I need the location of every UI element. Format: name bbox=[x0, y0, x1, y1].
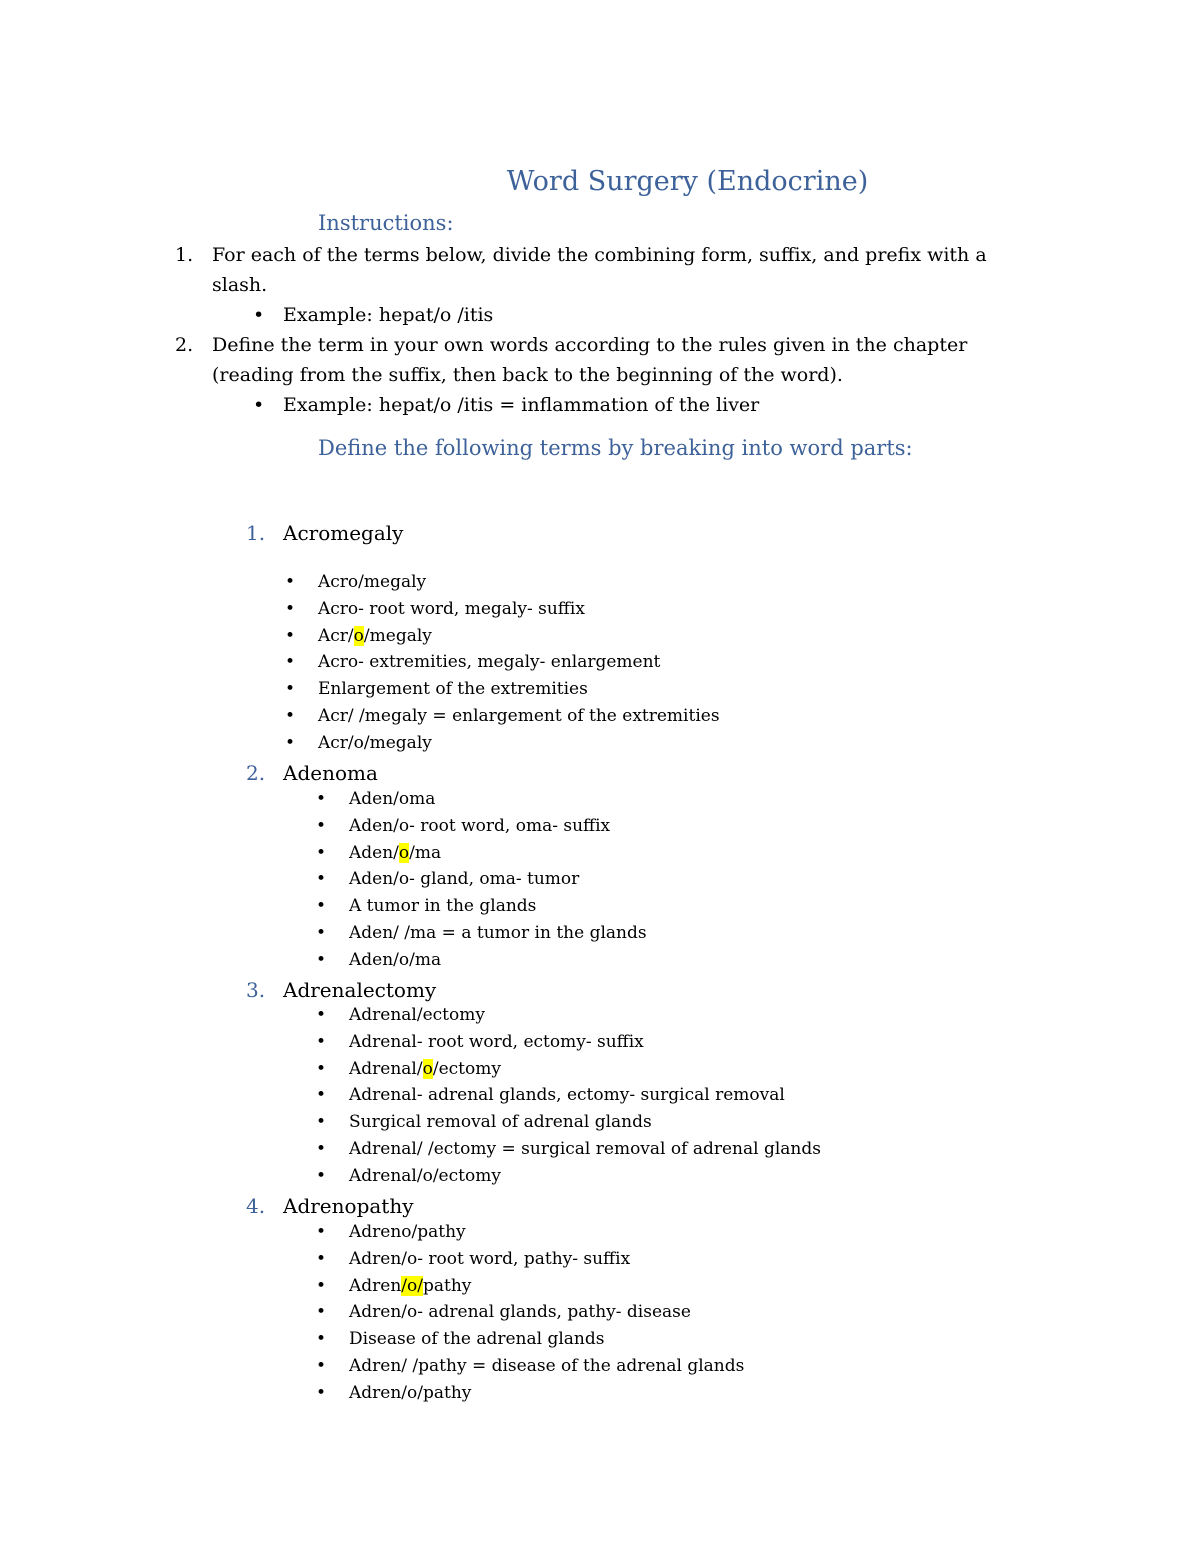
bullet-icon: • bbox=[285, 626, 296, 646]
term-name: Adenoma bbox=[283, 761, 378, 785]
term-number: 1. bbox=[246, 521, 266, 545]
bullet-text bbox=[318, 626, 432, 646]
instructions-list bbox=[175, 240, 1035, 420]
highlighted-text: o bbox=[353, 626, 364, 646]
bullet-icon: • bbox=[285, 572, 296, 592]
bullet-text: Aden/ /ma = a tumor in the glands bbox=[349, 923, 647, 943]
bullet-icon: • bbox=[316, 1276, 327, 1296]
bullet-icon: • bbox=[316, 1085, 327, 1105]
bullet-text: Disease of the adrenal glands bbox=[349, 1329, 605, 1349]
bullet-text: Aden/o/ma bbox=[349, 950, 442, 970]
bullet-icon: • bbox=[285, 599, 296, 619]
instruction-example bbox=[175, 300, 1035, 330]
bullet-icon: • bbox=[316, 843, 327, 863]
bullet-text bbox=[349, 1276, 471, 1296]
bullet-icon: • bbox=[285, 679, 296, 699]
text-after-highlight: /ma bbox=[409, 843, 442, 863]
term-number: 4. bbox=[246, 1194, 266, 1218]
bullet-icon: • bbox=[316, 1249, 327, 1269]
bullet-icon: • bbox=[316, 1059, 327, 1079]
bullet-text: Adren/o/pathy bbox=[349, 1383, 472, 1403]
text-after-highlight: /megaly bbox=[363, 626, 432, 646]
bullet-icon: • bbox=[285, 652, 296, 672]
highlighted-text: o bbox=[398, 843, 410, 863]
bullet-icon: • bbox=[316, 869, 327, 889]
bullet-icon: • bbox=[316, 1356, 327, 1376]
instruction-number: 1. bbox=[175, 244, 194, 266]
bullet-text bbox=[349, 843, 441, 863]
text-after-highlight: pathy bbox=[423, 1276, 472, 1296]
bullet-text: Enlargement of the extremities bbox=[318, 679, 588, 699]
instruction-item bbox=[175, 240, 1035, 300]
term-name: Acromegaly bbox=[283, 521, 404, 545]
instructions-heading: Instructions: bbox=[318, 211, 454, 235]
bullet-text: Aden/oma bbox=[349, 789, 436, 809]
instruction-example-text: Example: hepat/o /itis bbox=[283, 304, 494, 326]
bullet-icon: • bbox=[316, 816, 327, 836]
bullet-text: A tumor in the glands bbox=[349, 896, 537, 916]
bullet-icon: • bbox=[316, 1112, 327, 1132]
instruction-text: Define the term in your own words according to the rules given in the chapter (reading from the suffix, then back to the beginning of the word). bbox=[212, 334, 968, 386]
bullet-text: Acro/megaly bbox=[318, 572, 427, 592]
bullet-text: Adren/ /pathy = disease of the adrenal glands bbox=[349, 1356, 745, 1376]
bullet-icon: • bbox=[253, 394, 265, 416]
bullet-text: Acro- extremities, megaly- enlargement bbox=[318, 652, 661, 672]
bullet-text: Acr/o/megaly bbox=[318, 733, 432, 753]
bullet-text: Adren/o- root word, pathy- suffix bbox=[349, 1249, 631, 1269]
text-before-highlight: Adrenal/ bbox=[349, 1059, 423, 1079]
text-after-highlight: /ectomy bbox=[432, 1059, 501, 1079]
bullet-text: Adren/o- adrenal glands, pathy- disease bbox=[349, 1302, 691, 1322]
document-title: Word Surgery (Endocrine) bbox=[506, 166, 869, 197]
bullet-text: Surgical removal of adrenal glands bbox=[349, 1112, 652, 1132]
instruction-item bbox=[175, 330, 1035, 390]
bullet-text: Adrenal/o/ectomy bbox=[349, 1166, 501, 1186]
term-number: 3. bbox=[246, 978, 266, 1002]
bullet-icon: • bbox=[316, 1005, 327, 1025]
bullet-icon: • bbox=[316, 789, 327, 809]
bullet-text: Adrenal- root word, ectomy- suffix bbox=[349, 1032, 644, 1052]
bullet-text: Adreno/pathy bbox=[349, 1222, 466, 1242]
bullet-text: Adrenal/ /ectomy = surgical removal of adrenal glands bbox=[349, 1139, 821, 1159]
bullet-icon: • bbox=[316, 1329, 327, 1349]
bullet-icon: • bbox=[316, 1032, 327, 1052]
instruction-example bbox=[175, 390, 1035, 420]
bullet-icon: • bbox=[316, 1302, 327, 1322]
bullet-icon: • bbox=[316, 1222, 327, 1242]
bullet-icon: • bbox=[316, 1139, 327, 1159]
bullet-icon: • bbox=[285, 706, 296, 726]
instruction-text: For each of the terms below, divide the combining form, suffix, and prefix with a slash. bbox=[212, 244, 987, 296]
bullet-text: Aden/o- root word, oma- suffix bbox=[349, 816, 611, 836]
bullet-icon: • bbox=[316, 923, 327, 943]
bullet-icon: • bbox=[316, 950, 327, 970]
bullet-icon: • bbox=[316, 896, 327, 916]
bullet-icon: • bbox=[285, 733, 296, 753]
bullet-icon: • bbox=[253, 304, 265, 326]
highlighted-text: o bbox=[422, 1059, 433, 1079]
term-name: Adrenalectomy bbox=[283, 978, 437, 1002]
term-name: Adrenopathy bbox=[283, 1194, 414, 1218]
text-before-highlight: Aden/ bbox=[349, 843, 399, 863]
bullet-text: Acro- root word, megaly- suffix bbox=[318, 599, 585, 619]
text-before-highlight: Acr/ bbox=[318, 626, 354, 646]
term-number: 2. bbox=[246, 761, 266, 785]
bullet-text: Adrenal/ectomy bbox=[349, 1005, 485, 1025]
bullet-text: Adrenal- adrenal glands, ectomy- surgical removal bbox=[349, 1085, 785, 1105]
bullet-text: Aden/o- gland, oma- tumor bbox=[349, 869, 580, 889]
define-heading: Define the following terms by breaking into word parts: bbox=[318, 436, 913, 460]
bullet-icon: • bbox=[316, 1383, 327, 1403]
text-before-highlight: Adren bbox=[349, 1276, 402, 1296]
instruction-number: 2. bbox=[175, 334, 194, 356]
highlighted-text: /o/ bbox=[401, 1276, 423, 1296]
bullet-text: Acr/ /megaly = enlargement of the extremities bbox=[318, 706, 720, 726]
instruction-example-text: Example: hepat/o /itis = inflammation of the liver bbox=[283, 394, 760, 416]
bullet-text bbox=[349, 1059, 501, 1079]
bullet-icon: • bbox=[316, 1166, 327, 1186]
